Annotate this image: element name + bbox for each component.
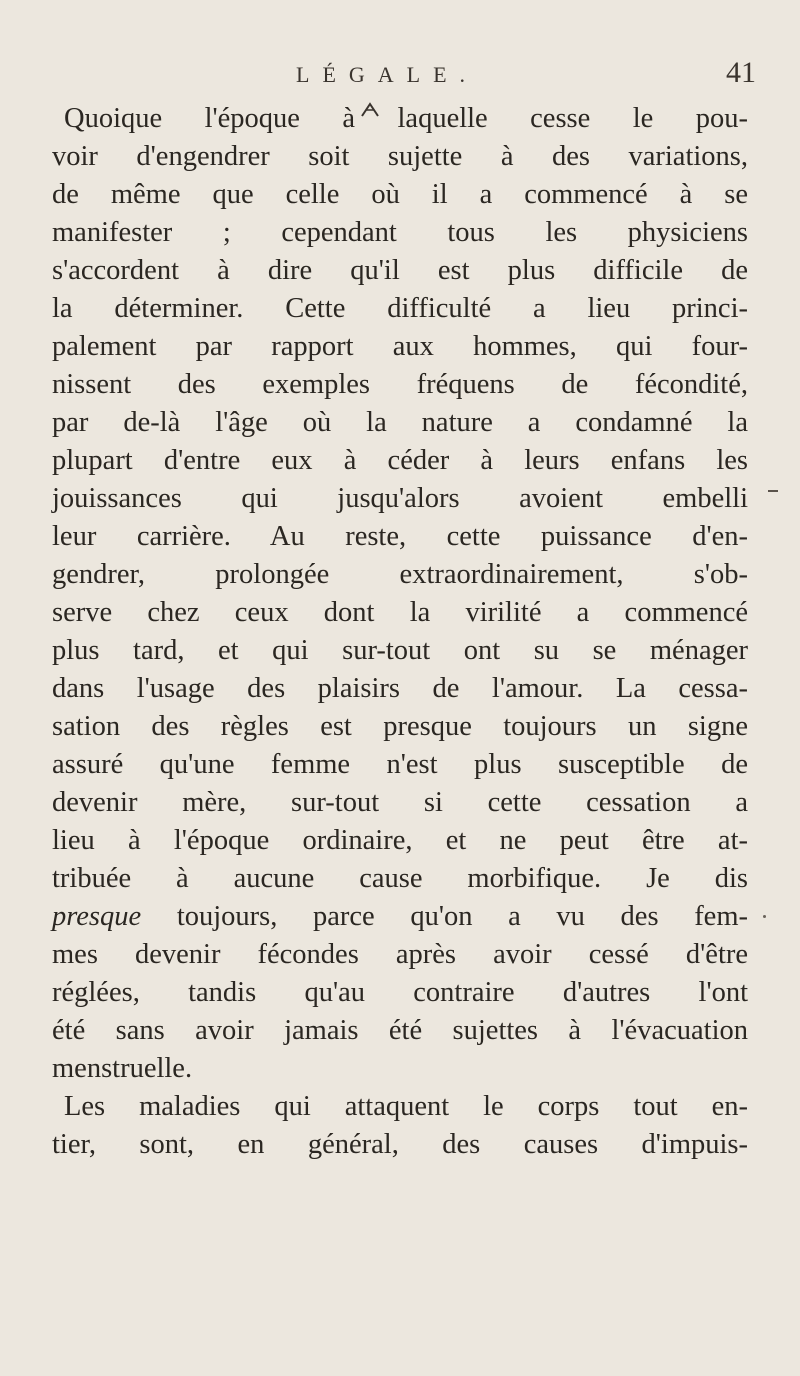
text-line: dans l'usage des plaisirs de l'amour. La cessa- [52,673,748,704]
text-line: manifester ; cependant tous les physiciens [52,217,748,248]
text-line: plupart d'entre eux à céder à leurs enfans les [52,445,748,476]
text-line: lieu à l'époque ordinaire, et ne peut être at- [52,825,748,856]
text-line: par de-là l'âge où la nature a condamné la [52,407,748,438]
text-line: tribuée à aucune cause morbifique. Je dis [52,863,748,894]
text-line: palement par rapport aux hommes, qui four- [52,331,748,362]
body-text [52,100,748,1164]
page-number: 41 [726,56,756,89]
text-line: jouissances qui jusqu'alors avoient embelli [52,483,748,514]
text-line: plus tard, et qui sur-tout ont su se ménager [52,635,748,666]
text-line: de même que celle où il a commencé à se [52,179,748,210]
text-line: menstruelle. [52,1053,193,1084]
running-head-title: LÉGALE. [296,62,479,87]
text-line: tier, sont, en général, des causes d'impuis- [52,1129,748,1160]
text-line: nissent des exemples fréquens de fécondité, [52,369,748,400]
text-line: s'accordent à dire qu'il est plus difficile de [52,255,748,286]
text-line: Les maladies qui attaquent le corps tout en- [64,1091,748,1122]
text-line-rest: toujours, parce qu'on a vu des fem- [141,901,748,932]
text-line-italic [52,898,748,936]
margin-mark [763,915,766,918]
text-line: assuré qu'une femme n'est plus susceptible de [52,749,748,780]
margin-mark [768,490,778,492]
text-line: été sans avoir jamais été sujettes à l'évacuation [52,1015,748,1046]
text-line: voir d'engendrer soit sujette à des variations, [52,141,748,172]
text-line: mes devenir fécondes après avoir cessé d'être [52,939,748,970]
text-line: serve chez ceux dont la virilité a commencé [52,597,748,628]
text-line: réglées, tandis qu'au contraire d'autres l'ont [52,977,748,1008]
italic-word: presque [52,901,142,932]
text-line: devenir mère, sur-tout si cette cessation a [52,787,748,818]
text-line: la déterminer. Cette difficulté a lieu princi- [52,293,748,324]
text-line: Quoique l'époque à laquelle cesse le pou- [64,103,748,134]
running-head [0,58,800,98]
text-line: leur carrière. Au reste, cette puissance d'en- [52,521,748,552]
text-line: gendrer, prolongée extraordinairement, s'ob- [52,559,748,590]
text-line: sation des règles est presque toujours un signe [52,711,748,742]
